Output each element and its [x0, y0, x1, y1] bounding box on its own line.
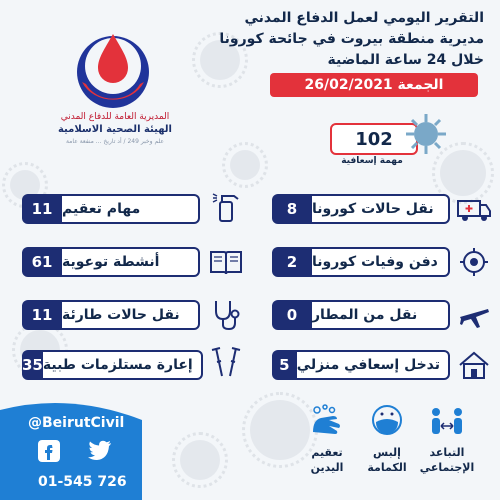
stat-label: مهام تعقيم	[62, 194, 200, 224]
virus-icon	[404, 112, 448, 156]
prevention-line-1: إلبس	[373, 446, 401, 459]
total-missions-label: مهمة إسعافية	[341, 156, 403, 166]
hand-wash-icon	[307, 402, 347, 442]
report-subtitle: مديرية منطقة بيروت في جائحة كورونا	[219, 31, 484, 47]
book-icon	[208, 244, 244, 280]
prevention-label-distancing	[412, 445, 482, 475]
stat-value: 11	[22, 300, 62, 330]
airplane-icon	[456, 297, 492, 333]
stethoscope-icon	[208, 297, 244, 333]
report-title: التقرير اليومي لعمل الدفاع المدني	[244, 10, 484, 26]
stat-label: تدخل إسعافي منزلي	[297, 350, 450, 380]
stat-value: 0	[272, 300, 312, 330]
facebook-icon[interactable]	[38, 440, 60, 462]
stat-label: إعارة مستلزمات طبية	[43, 350, 203, 380]
stat-value: 8	[272, 194, 312, 224]
social-handle[interactable]: @BeirutCivil	[28, 415, 125, 431]
stat-label: نقل من المطار	[312, 300, 450, 330]
stat-emergency-transport	[22, 300, 200, 330]
stat-label: نقل حالات طارئة	[62, 300, 200, 330]
stat-value: 11	[22, 194, 62, 224]
prevention-line-1: التباعد	[429, 446, 465, 459]
stat-medical-equipment-loan	[22, 350, 200, 380]
background-virus	[230, 150, 260, 180]
face-mask-icon	[367, 402, 407, 442]
prevention-line-1: تعقيم	[311, 446, 343, 459]
prevention-line-2: اليدين	[310, 461, 344, 474]
stat-value: 5	[272, 350, 297, 380]
prevention-line-2: الإجتماعي	[419, 461, 475, 474]
total-missions-value: 102	[330, 123, 418, 155]
stat-awareness	[22, 247, 200, 277]
spray-bottle-icon	[208, 188, 244, 224]
phone-number[interactable]: 01-545 726	[38, 474, 127, 490]
prevention-line-2: الكمامة	[367, 461, 407, 474]
crutches-icon	[208, 344, 244, 380]
report-period: خلال 24 ساعة الماضية	[327, 52, 484, 68]
social-distancing-icon	[427, 402, 467, 442]
org-registration-text: علم وخبر 249 / أد تاريخ ... منفعة عامة	[65, 138, 165, 145]
background-virus	[180, 440, 220, 480]
stat-label: دفن وفيات كورونا	[312, 247, 450, 277]
background-virus	[440, 150, 486, 196]
stat-value: 2	[272, 247, 312, 277]
report-date: الجمعة 26/02/2021	[270, 73, 478, 97]
stat-label: نقل حالات كورونا	[312, 194, 450, 224]
stat-corona-burials	[272, 247, 450, 277]
org-name-line-1: المديرية العامة للدفاع المدني	[60, 112, 170, 122]
twitter-icon[interactable]	[88, 440, 112, 462]
ambulance-icon	[456, 191, 492, 227]
stat-sterilization	[22, 194, 200, 224]
burial-icon	[456, 244, 492, 280]
stat-airport-transport	[272, 300, 450, 330]
house-icon	[456, 347, 492, 383]
stat-home-ambulance	[272, 350, 450, 380]
org-name-line-2: الهيئة الصحية الاسلامية	[57, 124, 172, 135]
prevention-label-mask	[352, 445, 422, 475]
prevention-label-handwash	[292, 445, 362, 475]
stat-value: 61	[22, 247, 62, 277]
stat-label: أنشطة توعوية	[62, 247, 200, 277]
stat-value: 35	[22, 350, 43, 380]
stat-corona-transport	[272, 194, 450, 224]
